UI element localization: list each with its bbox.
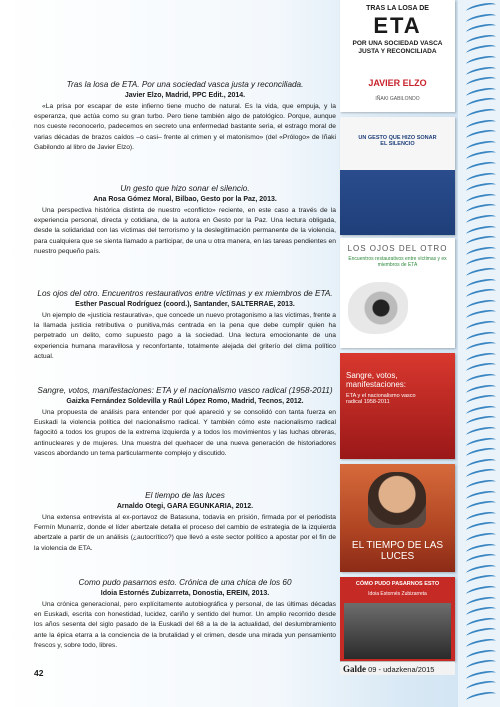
cover-line: EL TIEMPO DE LAS LUCES xyxy=(351,540,444,562)
cover-line: ETA xyxy=(373,13,422,38)
review-body: Una extensa entrevista al ex-portavoz de Batasuna, todavía en prisión, firmada por el periodista Fermín Munarriz, donde el líder abertzale detalla el proceso del cambio de estrategia de la izquierda abertzale a partir de un análisis (¿autocrítico?) que llevó a este sector político a apostar por el fin de la violencia de ETA. xyxy=(34,514,336,552)
review-title: Tras la losa de ETA. Por una sociedad vasca justa y reconciliada. xyxy=(66,80,304,89)
cover-line: Sangre, votos, manifestaciones: xyxy=(346,371,407,389)
review-meta: Arnaldo Otegi, GARA EGUNKARIA, 2012. xyxy=(116,503,254,510)
review-body: Una perspectiva histórica distinta de nuestro «conflicto» reciente, en este caso a través de la experiencia personal, directa y cotidiana, de la autora en Gesto por la Paz. Una lectura obligada, desde la solidaridad con las víctimas del terrorismo y la deslegitimación permanente de la violencia, para cualquiera que se sienta llamado a participar, de una u otra manera, en las tareas pendientes en nuestro pequeño país. xyxy=(34,207,336,255)
review-meta: Esther Pascual Rodríguez (coord.), Santander, SALTERRAE, 2013. xyxy=(75,301,295,308)
cover-line: ETA y el nacionalismo vasco radical 1958-2011 xyxy=(346,393,416,405)
book-cover-el-tiempo xyxy=(340,464,455,572)
review-article xyxy=(34,578,336,651)
cover-line: TRAS LA LOSA DE xyxy=(366,5,429,12)
spiral-binding xyxy=(458,0,500,707)
cover-line: POR UNA SOCIEDAD VASCA JUSTA Y RECONCILIADA xyxy=(352,40,443,55)
eye-illustration xyxy=(348,282,408,334)
review-body: Una crónica generacional, pero explícitamente autobiográfica y personal, de las últimas décadas en Euskadi, escrita con honestidad, lucidez, cariño y sentido del humor. Un amplio recorrido desde los años sesenta del siglo pasado de la Euskadi del 68 a la de la actualidad, del deslumbramiento ante la épica etarra a la conciencia de la brutalidad y el crimen, desde una mirada yun pensamiento frescos y, sobre todo, libres. xyxy=(34,601,336,649)
review-article xyxy=(34,184,336,257)
review-article xyxy=(34,491,336,554)
review-body: Una propuesta de análisis para entender por qué apareció y se consolidó con tanta fuerza en Euskadi la violencia política del nacionalismo radical. Y también cómo este nacionalismo radical fagocitó a todos los grupos de la extrema izquierda y a todos los movimientos y las luchas obreras, antinucleares y de mujeres. Una muestra del quehacer de una nueva generación de historiadores vascos abordando un tema particularmente complejo y discutido. xyxy=(34,409,336,457)
review-title: El tiempo de las luces xyxy=(145,491,225,500)
book-cover-los-ojos xyxy=(340,238,455,348)
review-meta: Ana Rosa Gómez Moral, Bilbao, Gesto por la Paz, 2013. xyxy=(93,196,277,203)
review-title: Un gesto que hizo sonar el silencio. xyxy=(120,184,250,193)
review-title: Sangre, votos, manifestaciones: ETA y el nacionalismo vasco radical (1958-2011) xyxy=(37,386,333,395)
review-title: Los ojos del otro. Encuentros restaurativos entre víctimas y ex miembros de ETA. xyxy=(37,289,333,298)
page-number: 42 xyxy=(34,668,44,678)
magazine-footer xyxy=(340,661,455,675)
cover-line: Encuentros restaurativos entre víctimas y ex miembros de ETA xyxy=(348,256,447,268)
book-covers-column xyxy=(340,0,455,707)
cover-line: LOS OJOS DEL OTRO xyxy=(347,244,448,253)
cover-line: UN GESTO QUE HIZO SONAR EL SILENCIO xyxy=(358,135,437,147)
cover-line: JAVIER ELZO xyxy=(368,78,427,88)
magazine-issue: 09 - udazkena/2015 xyxy=(368,665,435,674)
review-article xyxy=(34,289,336,362)
cover-line: IÑAKI GABILONDO xyxy=(375,96,420,102)
review-meta: Javier Elzo, Madrid, PPC Edit., 2014. xyxy=(124,92,246,99)
review-meta: Gaizka Fernández Soldevilla y Raúl López Romo, Madrid, Tecnos, 2012. xyxy=(66,398,304,405)
book-cover-como-pudo xyxy=(340,577,455,661)
cover-line: CÓMO PUDO PASARNOS ESTO xyxy=(355,581,440,587)
cover-line: Idoia Estornés Zubizarreta xyxy=(368,591,427,597)
cover-photo xyxy=(344,603,451,659)
review-article xyxy=(34,386,336,459)
portrait-photo xyxy=(368,472,426,528)
review-body: Un ejemplo de «justicia restaurativa», que concede un nuevo protagonismo a las víctimas, frente a la llamada justicia retributiva o punitiva,más centrada en la pena que debe cumplir quien ha perpetrado un delito, como supuesto pago a la sociedad. Una lectura emocionante de una experiencia humana maravillosa y reconfortante, totalmente alejada del griterío del clima político actual. xyxy=(34,312,336,360)
book-cover-tras-la-losa xyxy=(340,0,455,112)
review-article xyxy=(34,80,336,153)
book-cover-un-gesto xyxy=(340,117,455,235)
review-title: Como pudo pasarnos esto. Crónica de una chica de los 60 xyxy=(78,578,292,587)
book-cover-sangre-votos xyxy=(340,353,455,459)
review-meta: Idoia Estornés Zubizarreta, Donostia, EREIN, 2013. xyxy=(100,590,270,597)
magazine-name: Galde xyxy=(343,664,367,674)
review-body: «La prisa por escapar de este infierno tiene mucho de natural. Es la vida, que empuja, y la esperanza, que actúa como su gran turbo. Pero tiene también algo de patológico. Porque, aunque nos cueste reconocerlo, padecemos en secreto una enfermedad bastante seria, el estrago moral de varias décadas de brazos caídos –o casi– frente al crimen y el matonismo» (del «Prólogo» de Iñaki Gabilondo al libro de Javier Elzo). xyxy=(34,103,336,151)
